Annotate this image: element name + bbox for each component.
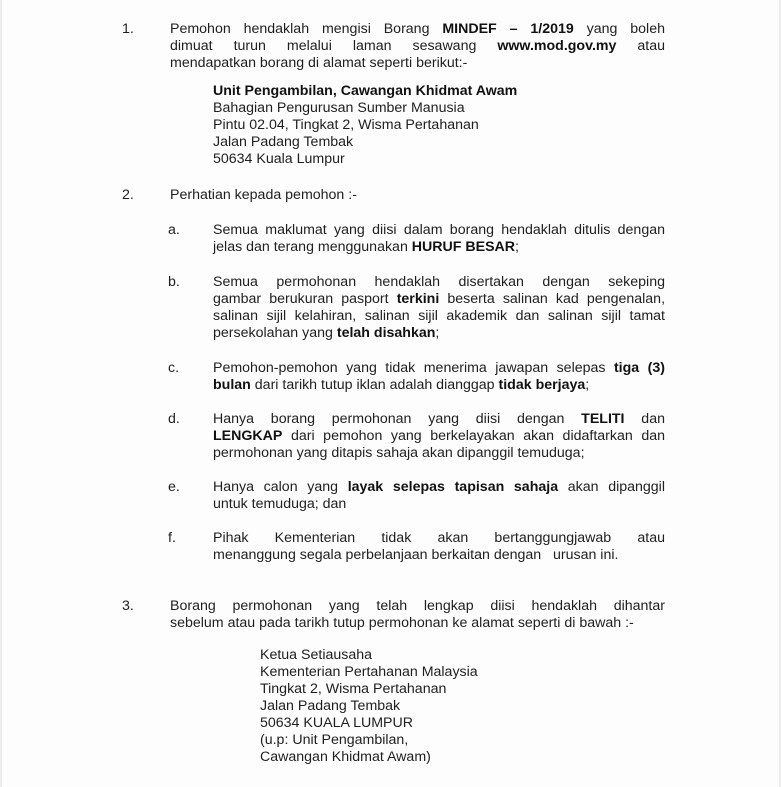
text-run: ; xyxy=(435,325,440,341)
item-b-line-2 xyxy=(213,291,665,308)
text-run: Pemohon hendaklah mengisi Borang xyxy=(170,21,443,37)
item-d-label: d. xyxy=(168,411,180,427)
emphasis: LENGKAP xyxy=(213,428,283,444)
item-e-line-2: untuk temuduga; dan xyxy=(213,496,347,512)
item-c-line-2 xyxy=(213,377,665,394)
text-run: dimuat turun melalui laman sesawang xyxy=(170,38,498,54)
form-code: MINDEF – 1/2019 xyxy=(442,21,574,37)
website-url: www.mod.gov.my xyxy=(497,38,617,54)
address-line: Jalan Padang Tembak xyxy=(260,698,401,714)
emphasis: bulan xyxy=(213,377,251,393)
item-d-line-1 xyxy=(213,411,665,428)
item-e-line-1 xyxy=(213,479,665,496)
item-e-body xyxy=(213,479,665,513)
item-c-body xyxy=(213,360,665,394)
address-line: Jalan Padang Tembak xyxy=(213,134,354,150)
item-a-body xyxy=(213,222,665,256)
item-d-line-3: permohonan yang ditapis sahaja akan dipanggil temuduga; xyxy=(213,445,585,461)
emphasis: tidak berjaya xyxy=(498,377,586,393)
emphasis: TELITI xyxy=(581,411,625,427)
item-f-label: f. xyxy=(168,530,176,546)
section-3-line-2: sebelum atau pada tarikh tutup permohonan ke alamat seperti di bawah :- xyxy=(170,615,634,631)
text-run: dari tarikh tutup iklan adalah dianggap xyxy=(250,377,499,393)
item-c-line-1 xyxy=(213,360,665,377)
emphasis: HURUF BESAR xyxy=(411,239,516,255)
page-edge-left xyxy=(0,0,2,787)
section-3-number: 3. xyxy=(122,598,134,614)
address-line: Unit Pengambilan, Cawangan Khidmat Awam xyxy=(213,83,518,99)
section-1-line-3: mendapatkan borang di alamat seperti berikut:- xyxy=(170,55,468,71)
item-b-label: b. xyxy=(168,274,180,290)
text-run: beserta salinan kad pengenalan, xyxy=(439,291,666,307)
text-run: dari pemohon yang berkelayakan akan didaftarkan dan xyxy=(282,428,665,444)
item-a-label: a. xyxy=(168,222,180,238)
text-run: ; xyxy=(515,239,519,255)
address-line: Cawangan Khidmat Awam) xyxy=(260,749,431,765)
item-b-line-4 xyxy=(213,325,665,342)
section-2-number: 2. xyxy=(122,187,134,203)
text-run: ; xyxy=(585,377,590,393)
section-1-number: 1. xyxy=(122,21,134,37)
emphasis: telah disahkan xyxy=(336,325,436,341)
item-b-line-1: Semua permohonan hendaklah disertakan dengan sekeping xyxy=(213,274,665,290)
address-line: 50634 Kuala Lumpur xyxy=(213,151,345,167)
section-1-line-1 xyxy=(170,21,665,38)
item-b-line-3: salinan sijil kelahiran, salinan sijil akademik dan salinan sijil tamat xyxy=(213,308,665,324)
section-1-line-2 xyxy=(170,38,665,55)
text-run: akan dipanggil xyxy=(558,479,665,495)
address-line: 50634 KUALA LUMPUR xyxy=(260,715,413,731)
item-d-body xyxy=(213,411,665,462)
address-line: Pintu 02.04, Tingkat 2, Wisma Pertahanan xyxy=(213,117,479,133)
address-line: Tingkat 2, Wisma Pertahanan xyxy=(260,681,447,697)
address-block-2 xyxy=(260,647,478,766)
section-3-body xyxy=(170,598,665,632)
item-a-line-2 xyxy=(213,239,665,256)
section-3-line-1: Borang permohonan yang telah lengkap diisi hendaklah dihantar xyxy=(170,598,665,614)
item-d-line-2 xyxy=(213,428,665,445)
emphasis: tiga (3) xyxy=(613,360,665,376)
address-line: Kementerian Pertahanan Malaysia xyxy=(260,664,478,680)
text-run: atau xyxy=(616,38,665,54)
item-e-label: e. xyxy=(168,479,180,495)
text-run: Hanya borang permohonan yang diisi dengan xyxy=(213,411,582,427)
item-f-line-1: Pihak Kementerian tidak akan bertanggungjawab atau xyxy=(213,530,665,546)
text-run: Hanya calon yang xyxy=(213,479,348,495)
text-run: Pemohon-pemohon yang tidak menerima jawapan selepas xyxy=(213,360,614,376)
text-run: yang boleh xyxy=(573,21,665,37)
item-f-body xyxy=(213,530,665,564)
emphasis: layak selepas tapisan sahaja xyxy=(347,479,559,495)
address-line: (u.p: Unit Pengambilan, xyxy=(260,732,409,748)
item-c-label: c. xyxy=(168,360,180,376)
address-block-1 xyxy=(213,83,517,168)
address-line: Ketua Setiausaha xyxy=(260,647,373,663)
text-run: persekolahan yang xyxy=(213,325,337,341)
text-run: gambar berukuran pasport xyxy=(213,291,397,307)
emphasis: terkini xyxy=(396,291,440,307)
section-2-intro: Perhatian kepada pemohon :- xyxy=(170,187,357,203)
item-b-body xyxy=(213,274,665,342)
item-f-line-2: menanggung segala perbelanjaan berkaitan dengan urusan ini. xyxy=(213,547,619,563)
text-run: jelas dan terang menggunakan xyxy=(213,239,412,255)
text-run: dan xyxy=(624,411,665,427)
address-line: Bahagian Pengurusan Sumber Manusia xyxy=(213,100,465,116)
section-1-body xyxy=(170,21,665,72)
item-a-line-1: Semua maklumat yang diisi dalam borang hendaklah ditulis dengan xyxy=(213,222,665,238)
